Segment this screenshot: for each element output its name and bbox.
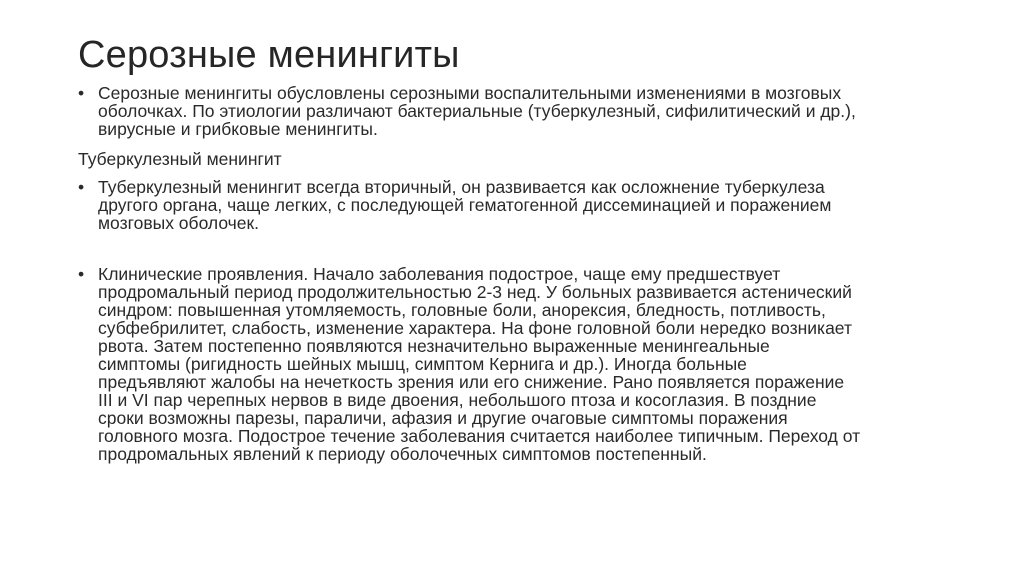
bullet-line: предъявляют жалобы на нечеткость зрения или его снижение. Рано появляется поражение <box>98 372 845 392</box>
bullet-line: продромальный период продолжительностью 2-3 нед. У больных развивается астенический <box>98 282 852 302</box>
bullet-marker: • <box>78 264 85 284</box>
section-subheading: Туберкулезный менингит <box>78 149 282 169</box>
bullet-line: симптомы (ригидность шейных мышц, симптом Кернига и др.). Иногда больные <box>98 354 747 374</box>
bullet-marker: • <box>78 177 85 197</box>
slide-title: Серозные менингиты <box>78 34 460 76</box>
bullet-line: III и VI пар черепных нервов в виде двоения, небольшого птоза и косоглазия. В поздние <box>98 390 817 410</box>
bullet-line: мозговых оболочек. <box>98 213 260 233</box>
bullet-line: Клинические проявления. Начало заболевания подострое, чаще ему предшествует <box>98 264 781 284</box>
bullet-line: Серозные менингиты обусловлены серозными воспалительными изменениями в мозговых <box>98 83 842 103</box>
bullet-line: синдром: повышенная утомляемость, головные боли, анорексия, бледность, потливость, <box>98 300 826 320</box>
slide-content <box>78 84 958 463</box>
bullet-line: вирусные и грибковые менингиты. <box>98 119 378 139</box>
bullet-line: субфебрилитет, слабость, изменение характера. На фоне головной боли нередко возникает <box>98 318 852 338</box>
bullet-item <box>78 84 958 138</box>
bullet-item <box>78 178 958 232</box>
bullet-line: рвота. Затем постепенно появляются незначительно выраженные менингеальные <box>98 336 770 356</box>
bullet-line: Туберкулезный менингит всегда вторичный, он развивается как осложнение туберкулеза <box>98 177 825 197</box>
bullet-line: головного мозга. Подострое течение заболевания считается наиболее типичным. Переход от <box>98 426 861 446</box>
bullet-line: продромальных явлений к периоду оболочечных симптомов постепенный. <box>98 444 707 464</box>
bullet-item <box>78 265 958 463</box>
bullet-line: оболочках. По этиологии различают бактериальные (туберкулезный, сифилитический и др.), <box>98 101 856 121</box>
bullet-marker: • <box>78 83 85 103</box>
bullet-line: сроки возможны парезы, параличи, афазия и другие очаговые симптомы поражения <box>98 408 788 428</box>
bullet-line: другого органа, чаще легких, с последующей гематогенной диссеминацией и поражением <box>98 195 832 215</box>
